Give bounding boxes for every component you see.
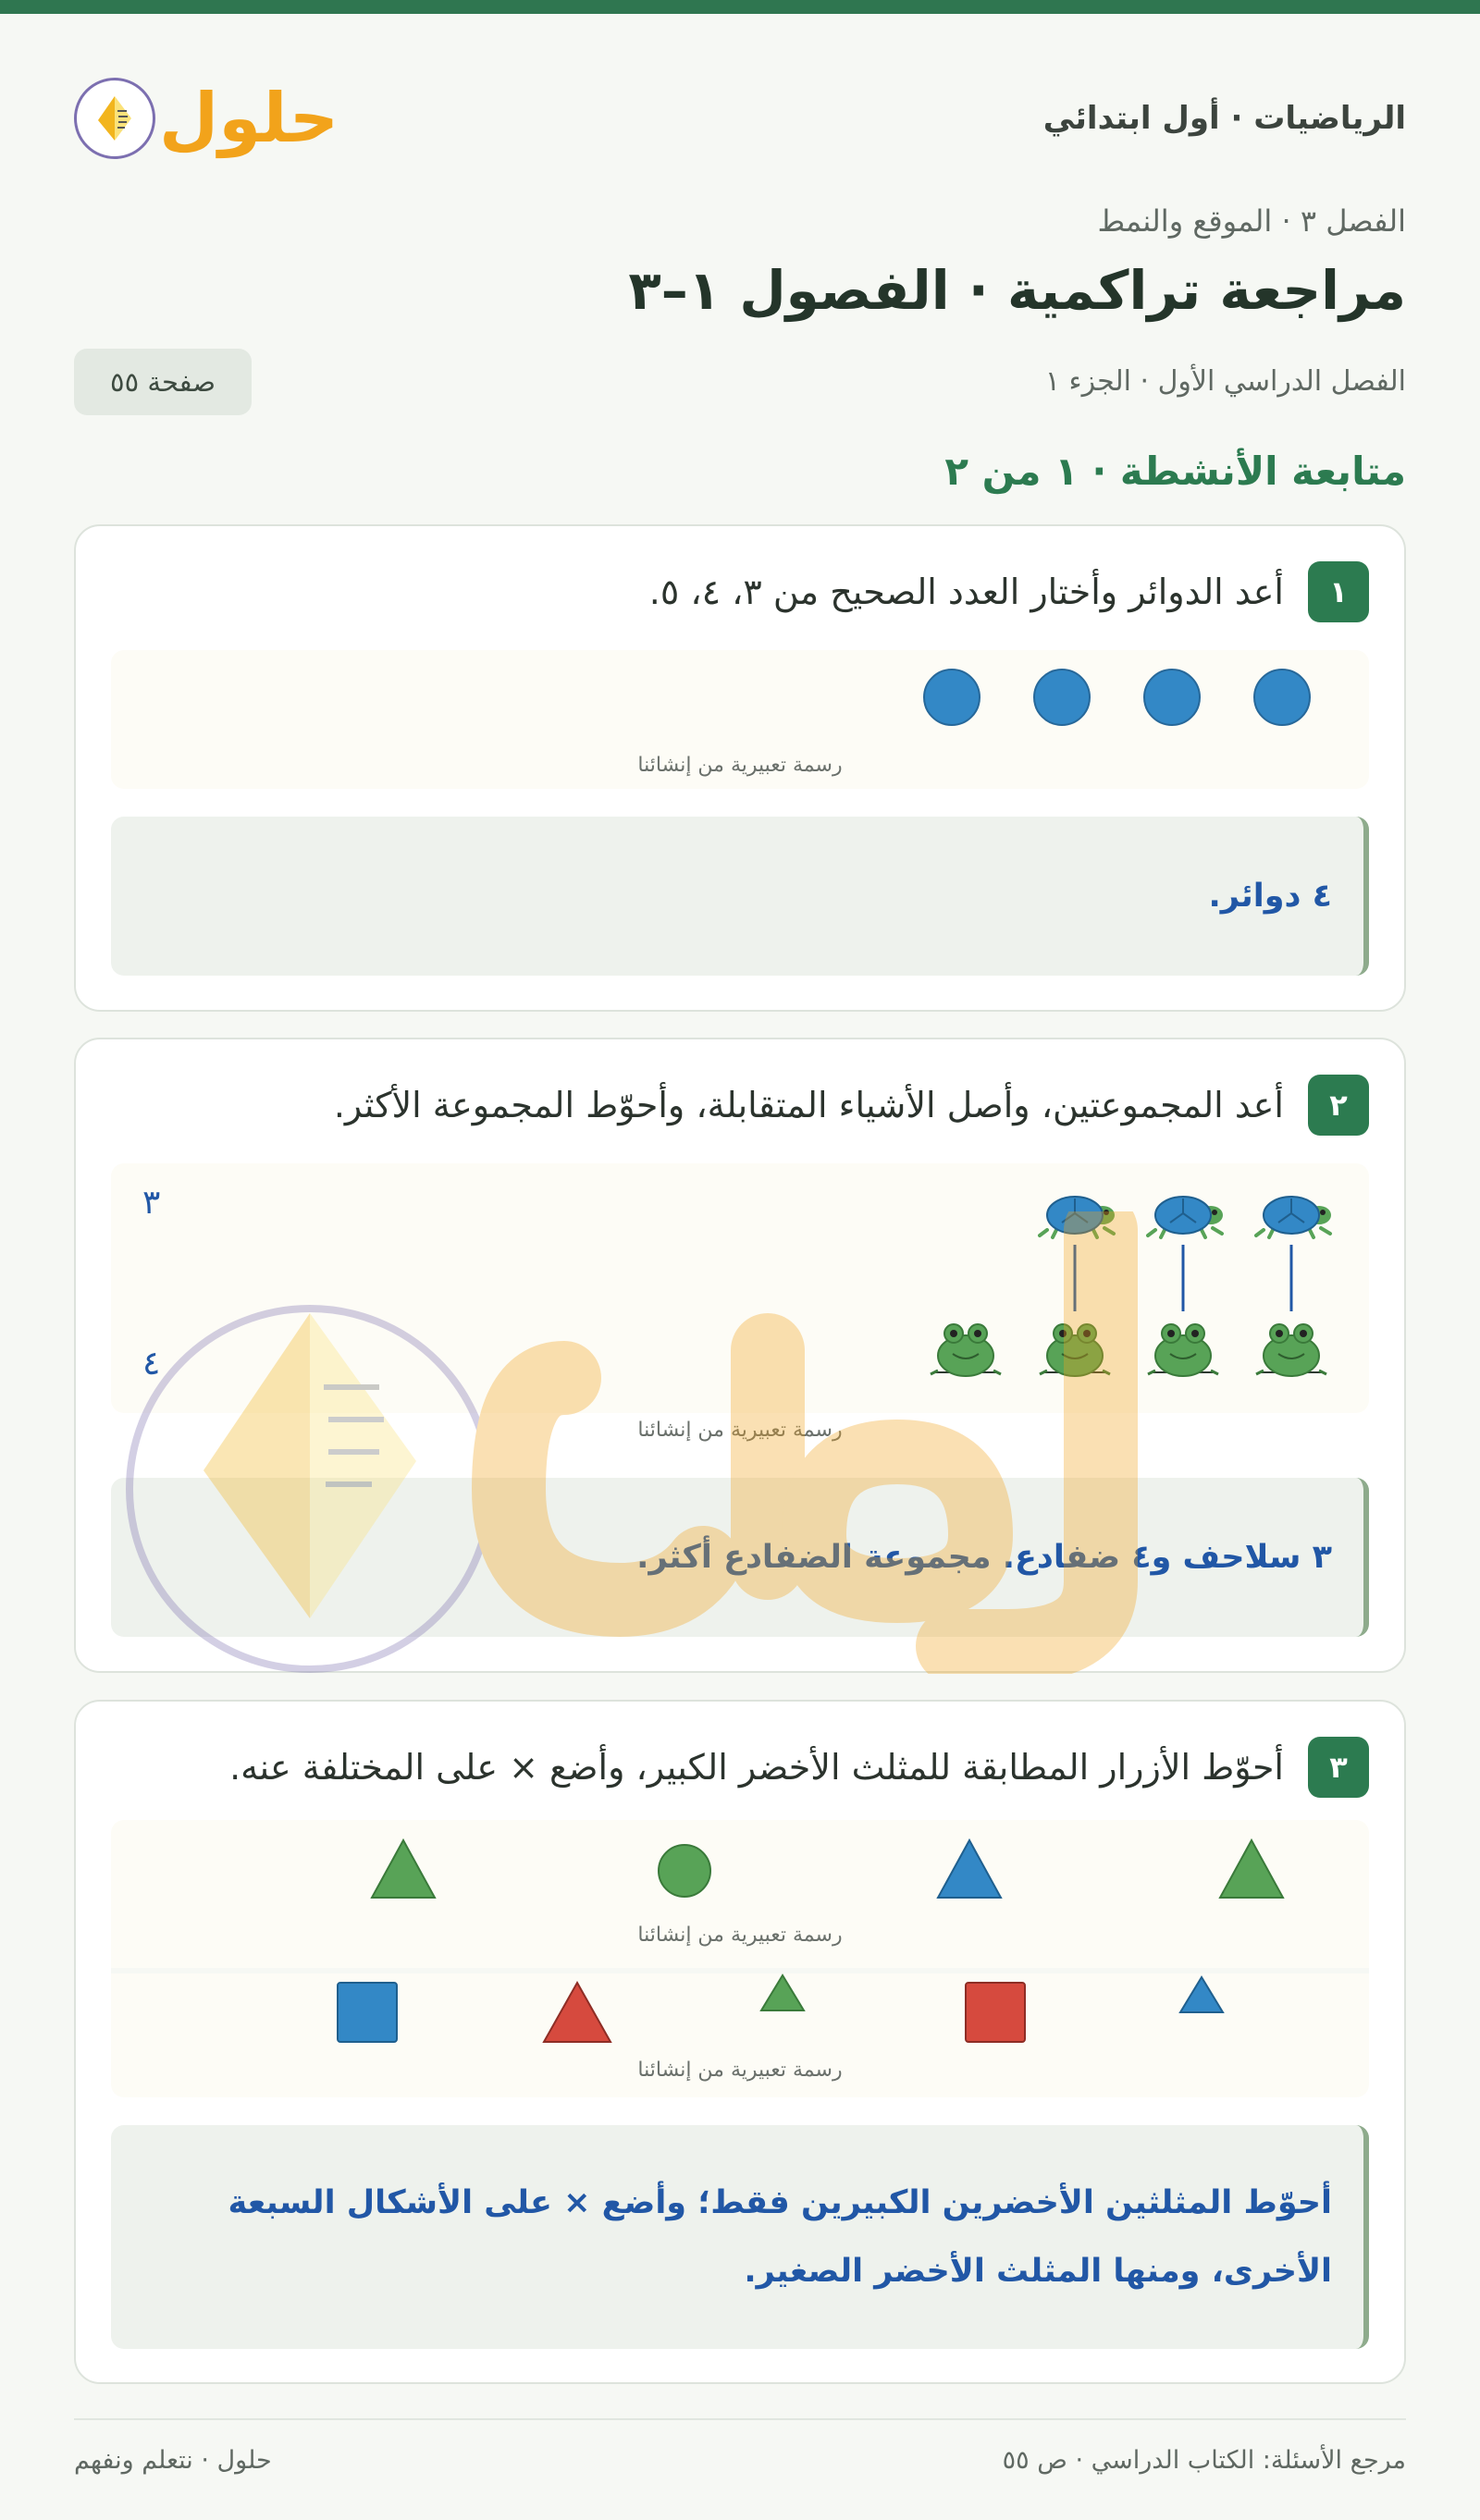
logo-wordmark: حلول: [159, 78, 339, 158]
turtle-count-label: ٣: [142, 1184, 161, 1222]
hulul-logo[interactable]: [74, 78, 339, 159]
circle-shape: [1144, 670, 1200, 725]
book-icon: [74, 78, 155, 159]
question-card-2: [74, 1038, 1406, 1673]
square-shape: [966, 1983, 1025, 2042]
triangle-shape: [938, 1840, 1001, 1898]
footer-reference: مرجع الأسئلة: الكتاب الدراسي · ص ٥٥: [1002, 2446, 1406, 2475]
question-header: [334, 1075, 1369, 1136]
circle-shape: [659, 1845, 710, 1897]
subject-label: الرياضيات · أول ابتدائي: [1042, 99, 1406, 137]
answer-box: [111, 1478, 1369, 1637]
triangle-shape: [1220, 1840, 1283, 1898]
figure-caption: رسمة تعبيرية من إنشائنا: [637, 2059, 843, 2082]
answer-text: ٤ دوائر.: [1208, 878, 1332, 915]
turtle-icon: [1148, 1197, 1223, 1237]
triangle-shape: [1180, 1977, 1223, 2012]
triangle-shape: [761, 1975, 804, 2010]
page-footer: [74, 2446, 1406, 2475]
answer-text: ٣ سلاحف و٤ ضفادع. مجموعة الضفادع أكثر.: [636, 1539, 1332, 1576]
top-accent-bar: [0, 0, 1480, 14]
question-text: أعد المجموعتين، وأصل الأشياء المتقابلة، وأحوّط المجموعة الأكثر.: [333, 1085, 1284, 1125]
section-title: متابعة الأنشطة · ١ من ٢: [944, 449, 1406, 494]
circle-shape: [1254, 670, 1310, 725]
circle-shape: [1034, 670, 1090, 725]
turtle-icon: [1040, 1197, 1115, 1237]
question-text: أعد الدوائر وأختار العدد الصحيح من ٣، ٤، ٥.: [648, 572, 1284, 612]
answer-line: أحوّط المثلثين الأخضرين الكبيرين فقط؛ وأضع × على الأشكال السبعة: [228, 2184, 1332, 2221]
question-text: أحوّط الأزرار المطابقة للمثلث الأخضر الكبير، وأضع × على المختلفة عنه.: [229, 1747, 1284, 1788]
frog-icon: [931, 1324, 1001, 1376]
chapter-label: الفصل ٣ · الموقع والنمط: [1097, 203, 1406, 239]
footer-divider: [74, 2418, 1406, 2420]
circles-illustration: [107, 650, 1369, 752]
page-title: مراجعة تراكمية · الفصول ١–٣: [628, 259, 1406, 322]
footer-brand: حلول · نتعلم ونفهم: [74, 2446, 272, 2475]
triangle-shape: [544, 1983, 610, 2042]
circle-shape: [924, 670, 980, 725]
frog-icon: [1148, 1324, 1218, 1376]
turtles-frogs-figure: [111, 1163, 1369, 1442]
matching-illustration: [111, 1163, 1373, 1385]
question-header: [649, 561, 1369, 622]
frog-icon: [1040, 1324, 1110, 1376]
term-label: الفصل الدراسي الأول · الجزء ١: [1044, 365, 1406, 398]
figure-caption: رسمة تعبيرية من إنشائنا: [637, 754, 843, 777]
page-header: [74, 65, 1406, 171]
row-divider: [111, 1968, 1369, 1973]
answer-box: [111, 2125, 1369, 2349]
question-number: ٢: [1308, 1075, 1369, 1136]
answer-line: الأخرى، ومنها المثلث الأخضر الصغير.: [744, 2253, 1332, 2290]
figure-caption: رسمة تعبيرية من إنشائنا: [637, 1419, 843, 1442]
frog-icon: [1256, 1324, 1326, 1376]
question-number: ١: [1308, 561, 1369, 622]
square-shape: [338, 1983, 397, 2042]
figure-caption: رسمة تعبيرية من إنشائنا: [637, 1924, 843, 1947]
frog-count-label: ٤: [142, 1345, 161, 1383]
question-number: ٣: [1308, 1737, 1369, 1798]
triangle-shape: [372, 1840, 435, 1898]
answer-text: [197, 2169, 1363, 2305]
question-header: [229, 1737, 1369, 1798]
circles-figure: [111, 650, 1369, 789]
shapes-figure: [111, 1820, 1369, 2097]
turtle-icon: [1256, 1197, 1331, 1237]
question-card-3: [74, 1700, 1406, 2384]
answer-box: [111, 817, 1369, 976]
page-number-badge: صفحة ٥٥: [74, 349, 252, 415]
question-card-1: [74, 524, 1406, 1012]
